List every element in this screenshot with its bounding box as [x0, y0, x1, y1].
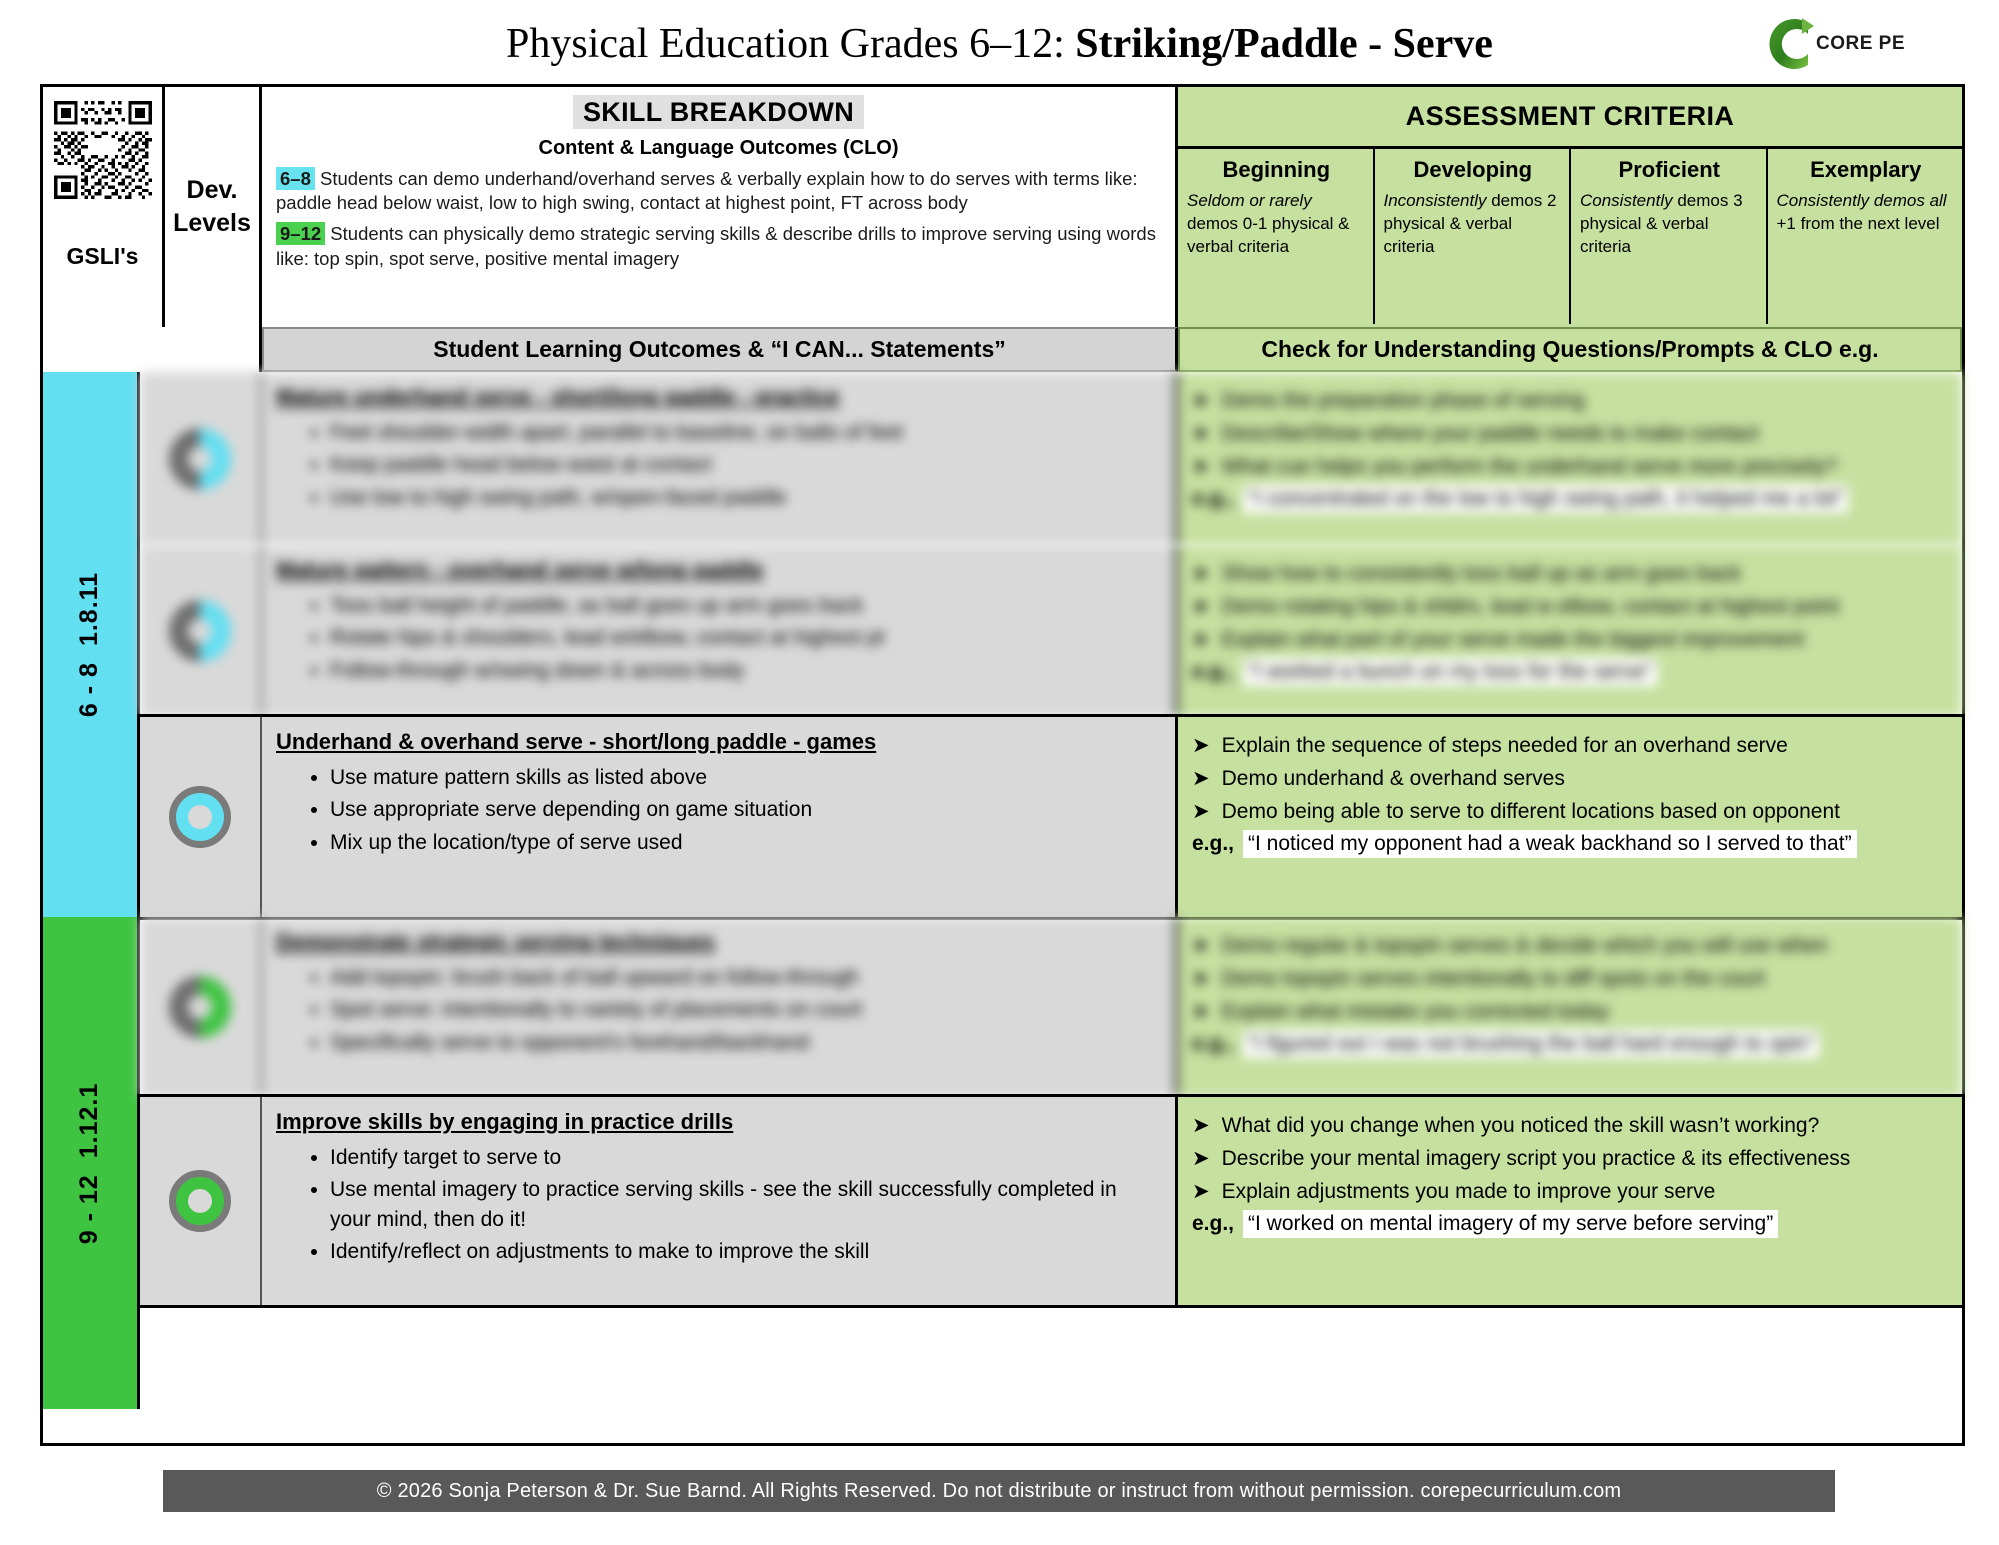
- dev-level-icon-cell: [140, 1097, 262, 1305]
- grade-tag-6-8: 6–8: [276, 167, 315, 190]
- level-band-code: 1.12.1: [75, 1082, 104, 1158]
- list-item: • Rotate hips & shoulders, lead w/elbow, contact at highest pt: [330, 623, 1159, 652]
- cfu-cell: [1178, 1097, 1962, 1305]
- table-row: [140, 917, 1962, 1097]
- cfu-text: Explain adjustments you made to improve your serve: [1221, 1179, 1716, 1203]
- cfu-example-quote: I figured out I was not brushing the ball hard enough to spin: [1243, 1030, 1819, 1058]
- arrow-icon: ➤: [1192, 454, 1210, 478]
- list-item: • Spot serve: intentionally to variety of placements on court: [330, 995, 1159, 1024]
- arrow-icon: ➤: [1192, 734, 1210, 757]
- cfu-item: [1192, 386, 1950, 416]
- arrow-icon: ➤: [1192, 1146, 1210, 1170]
- cfu-example: [1192, 1030, 1950, 1058]
- core-pe-logo: [1762, 8, 1977, 80]
- cfu-text: Explain what mistake you corrected today: [1221, 999, 1610, 1023]
- cfu-item: [1192, 731, 1950, 761]
- slo-cell: [262, 917, 1178, 1097]
- criteria-rest: demos 2 physical & verbal criteria: [1383, 191, 1557, 256]
- list-item: • Use appropriate serve depending on game situation: [330, 795, 1159, 824]
- cfu-item: [1192, 964, 1950, 994]
- slo-heading: Improve skills by engaging in practice drills: [276, 1109, 734, 1134]
- table-row: [140, 545, 1962, 717]
- dev-level-icon-cell: [140, 917, 262, 1097]
- clo-9-12-text: Students can physically demo strategic serving skills & describe drills to improve serving using words like: top spin, spot serve, positive mental imagery: [276, 223, 1156, 269]
- criteria-column-exemplary: [1768, 149, 1963, 324]
- ring-split-green-icon: [169, 976, 231, 1038]
- ring-cyan-icon: [169, 786, 231, 848]
- arrow-icon: ➤: [1192, 999, 1210, 1023]
- criteria-column-developing: [1375, 149, 1572, 324]
- criteria-description: [1187, 190, 1366, 258]
- qr-code-icon[interactable]: [54, 101, 152, 199]
- slo-cell: [262, 717, 1178, 917]
- criteria-description: [1580, 190, 1759, 258]
- cfu-example-label: e.g.,: [1192, 1212, 1235, 1236]
- cfu-text: What cue helps you perform the underhand serve more precisely?: [1221, 454, 1837, 478]
- cfu-item: [1192, 592, 1950, 622]
- slo-list: [276, 591, 1159, 685]
- rubric-table: [40, 84, 1965, 1446]
- cfu-text: Demo rotating hips & shldrs, lead w elbow, contact at highest point: [1221, 594, 1840, 618]
- list-item: • Toss ball height of paddle, as ball goes up arm goes back: [330, 591, 1159, 620]
- cfu-item: [1192, 452, 1950, 482]
- criteria-emphasis: Seldom or rarely: [1187, 191, 1312, 210]
- list-item: • Feet shoulder-width apart, parallel to baseline, on balls of feet: [330, 418, 1159, 447]
- slo-list: [276, 418, 1159, 512]
- arrow-icon: ➤: [1192, 421, 1210, 445]
- table-body: [43, 372, 1962, 1409]
- section-band-row: [43, 327, 1962, 372]
- cfu-text: Demo being able to serve to different locations based on opponent: [1221, 799, 1840, 823]
- cfu-cell: [1178, 372, 1962, 545]
- table-row: [140, 1097, 1962, 1305]
- level-band-6-8: [43, 372, 140, 917]
- level-band-code: 1.8.11: [75, 571, 104, 647]
- cfu-example: [1192, 658, 1950, 686]
- cfu-example: [1192, 830, 1950, 858]
- assessment-criteria-title: ASSESSMENT CRITERIA: [1178, 87, 1962, 149]
- cfu-example: [1192, 1210, 1950, 1238]
- arrow-icon: ➤: [1192, 766, 1210, 790]
- cfu-item: [1192, 764, 1950, 794]
- gsli-cell: [43, 87, 165, 327]
- table-row: [140, 717, 1962, 917]
- slo-heading: Underhand & overhand serve - short/long paddle - games: [276, 729, 877, 754]
- cfu-band-label: Check for Understanding Questions/Prompts & CLO e.g.: [1178, 327, 1962, 372]
- list-item: • Use mature pattern skills as listed above: [330, 763, 1159, 792]
- criteria-name: Beginning: [1222, 157, 1331, 182]
- cfu-example-quote: I worked on mental imagery of my serve before serving: [1243, 1210, 1778, 1238]
- cfu-item: [1192, 1177, 1950, 1207]
- skill-breakdown-header: [262, 87, 1178, 327]
- clo-grades-9-12: [276, 222, 1161, 270]
- dev-levels-line2: Levels: [173, 209, 251, 237]
- page-title-prefix: Physical Education Grades 6–12:: [506, 21, 1076, 67]
- band-spacer: [43, 327, 262, 372]
- copyright-footer: © 2026 Sonja Peterson & Dr. Sue Barnd. All Rights Reserved. Do not distribute or instruct from without permission. corepecurriculum.com: [163, 1470, 1835, 1512]
- gsli-label: GSLI's: [66, 243, 139, 269]
- level-band-grades: 6 - 8: [75, 662, 104, 718]
- slo-heading: Demonstrate strategic serving techniques: [276, 929, 715, 954]
- dev-level-icon-cell: [140, 717, 262, 917]
- table-header: [43, 87, 1962, 327]
- criteria-rest: demos 3 physical & verbal criteria: [1580, 191, 1743, 256]
- cfu-cell: [1178, 917, 1962, 1097]
- page-header: [0, 0, 1999, 88]
- list-item: • Identify target to serve to: [330, 1143, 1159, 1172]
- arrow-icon: ➤: [1192, 1179, 1210, 1203]
- arrow-icon: ➤: [1192, 627, 1210, 651]
- dev-levels-header: [165, 87, 262, 327]
- page-title-topic: Striking/Paddle - Serve: [1075, 21, 1493, 67]
- slo-band-label: Student Learning Outcomes & “I CAN... Statements”: [262, 327, 1178, 372]
- criteria-name: Proficient: [1618, 157, 1720, 182]
- assessment-criteria-columns: [1178, 149, 1962, 324]
- cfu-item: [1192, 419, 1950, 449]
- clo-grades-6-8: [276, 167, 1161, 215]
- cfu-item: [1192, 997, 1950, 1027]
- arrow-icon: ➤: [1192, 562, 1210, 585]
- cfu-text: Explain what part of your serve made the biggest improvement: [1221, 627, 1805, 651]
- cfu-item: [1192, 1111, 1950, 1141]
- cfu-item: [1192, 797, 1950, 827]
- list-item: • Use mental imagery to practice serving skills - see the skill successfully completed in your mind, then do it!: [330, 1175, 1159, 1234]
- list-item: • Identify/reflect on adjustments to make to improve the skill: [330, 1237, 1159, 1266]
- cfu-item: [1192, 559, 1950, 589]
- criteria-emphasis: Consistently: [1580, 191, 1673, 210]
- list-item: • Add topspin: brush back of ball upward on follow-through: [330, 963, 1159, 992]
- cfu-example-quote: I worked a bunch on my toss for the serve: [1243, 658, 1657, 686]
- cfu-item: [1192, 1144, 1950, 1174]
- dev-level-icon-cell: [140, 545, 262, 717]
- cfu-text: What did you change when you noticed the skill wasn’t working?: [1221, 1114, 1820, 1137]
- criteria-rest: +1 from the next level: [1776, 213, 1940, 233]
- cfu-text: Show how to consistently toss ball up as arm goes back: [1221, 562, 1742, 585]
- ring-split-cyan-icon: [169, 600, 231, 662]
- cfu-example: [1192, 485, 1950, 513]
- criteria-column-proficient: [1571, 149, 1768, 324]
- ring-split-cyan-icon: [169, 428, 231, 490]
- list-item: • Mix up the location/type of serve used: [330, 828, 1159, 857]
- cfu-example-label: e.g.,: [1192, 832, 1235, 856]
- list-item: • Use low to high swing path, w/open-faced paddle: [330, 483, 1159, 512]
- criteria-emphasis: Inconsistently: [1383, 191, 1487, 210]
- clo-6-8-text: Students can demo underhand/overhand serves & verbally explain how to do serves with terms like: paddle head below waist, low to high swing, contact at highest point, FT across body: [276, 168, 1138, 214]
- criteria-name: Exemplary: [1810, 157, 1922, 182]
- cfu-text: Explain the sequence of steps needed for an overhand serve: [1221, 734, 1788, 757]
- arrow-icon: ➤: [1192, 594, 1210, 618]
- clo-subtitle: Content & Language Outcomes (CLO): [538, 137, 899, 159]
- list-item: • Follow-through w/swing down & across body: [330, 656, 1159, 685]
- criteria-description: [1777, 190, 1956, 236]
- page-title: [506, 20, 1493, 68]
- cfu-item: [1192, 931, 1950, 961]
- slo-list: [276, 763, 1159, 857]
- criteria-column-beginning: [1178, 149, 1375, 324]
- arrow-icon: ➤: [1192, 1114, 1210, 1137]
- level-band-grades: 9 - 12: [75, 1173, 104, 1244]
- cfu-cell: [1178, 717, 1962, 917]
- arrow-icon: ➤: [1192, 799, 1210, 823]
- cfu-example-quote: I noticed my opponent had a weak backhand so I served to that: [1243, 830, 1857, 858]
- arrow-icon: ➤: [1192, 389, 1210, 412]
- core-pe-logo-text: CORE PE: [1816, 33, 1906, 54]
- cfu-example-label: e.g.,: [1192, 660, 1235, 684]
- cfu-text: Demo the preparation phase of serving: [1221, 389, 1585, 412]
- arrow-icon: ➤: [1192, 934, 1210, 957]
- cfu-text: Demo topspin serves intentionally to diff spots on the court: [1221, 966, 1766, 990]
- core-pe-c-icon: [1762, 12, 1826, 76]
- ring-green-icon: [169, 1170, 231, 1232]
- cfu-item: [1192, 625, 1950, 655]
- slo-list: [276, 963, 1159, 1057]
- dev-levels-line1: Dev.: [186, 176, 238, 204]
- cfu-text: Demo regular & topspin serves & decide which you will use when: [1221, 934, 1828, 957]
- grade-tag-9-12: 9–12: [276, 222, 325, 245]
- cfu-example-label: e.g.,: [1192, 487, 1235, 511]
- slo-heading: Mature pattern - overhand serve w/long paddle: [276, 557, 764, 582]
- level-band-9-12: [43, 917, 140, 1409]
- cfu-text: Demo underhand & overhand serves: [1221, 766, 1565, 790]
- criteria-emphasis: Consistently demos all: [1776, 191, 1947, 210]
- arrow-icon: ➤: [1192, 966, 1210, 990]
- cfu-cell: [1178, 545, 1962, 717]
- slo-cell: [262, 545, 1178, 717]
- criteria-description: [1384, 190, 1563, 258]
- slo-cell: [262, 372, 1178, 545]
- table-row: [140, 372, 1962, 545]
- cfu-text: Describe/Show where your paddle needs to make contact: [1221, 421, 1759, 445]
- assessment-criteria-header: [1178, 87, 1962, 327]
- dev-level-icon-cell: [140, 372, 262, 545]
- slo-heading: Mature underhand serve - short/long paddle - practice: [276, 384, 840, 409]
- cfu-example-label: e.g.,: [1192, 1032, 1235, 1056]
- cfu-example-quote: I concentrated on the low to high swing path, it helped me a lot: [1243, 485, 1848, 513]
- list-item: • Keep paddle head below waist at contact: [330, 450, 1159, 479]
- slo-cell: [262, 1097, 1178, 1305]
- skill-breakdown-title: SKILL BREAKDOWN: [276, 97, 1161, 128]
- cfu-text: Describe your mental imagery script you practice & its effectiveness: [1221, 1146, 1851, 1170]
- criteria-name: Developing: [1413, 157, 1533, 182]
- slo-list: [276, 1143, 1159, 1267]
- criteria-rest: demos 0-1 physical & verbal criteria: [1187, 213, 1350, 256]
- list-item: • Specifically serve to opponent's forehand/backhand: [330, 1028, 1159, 1057]
